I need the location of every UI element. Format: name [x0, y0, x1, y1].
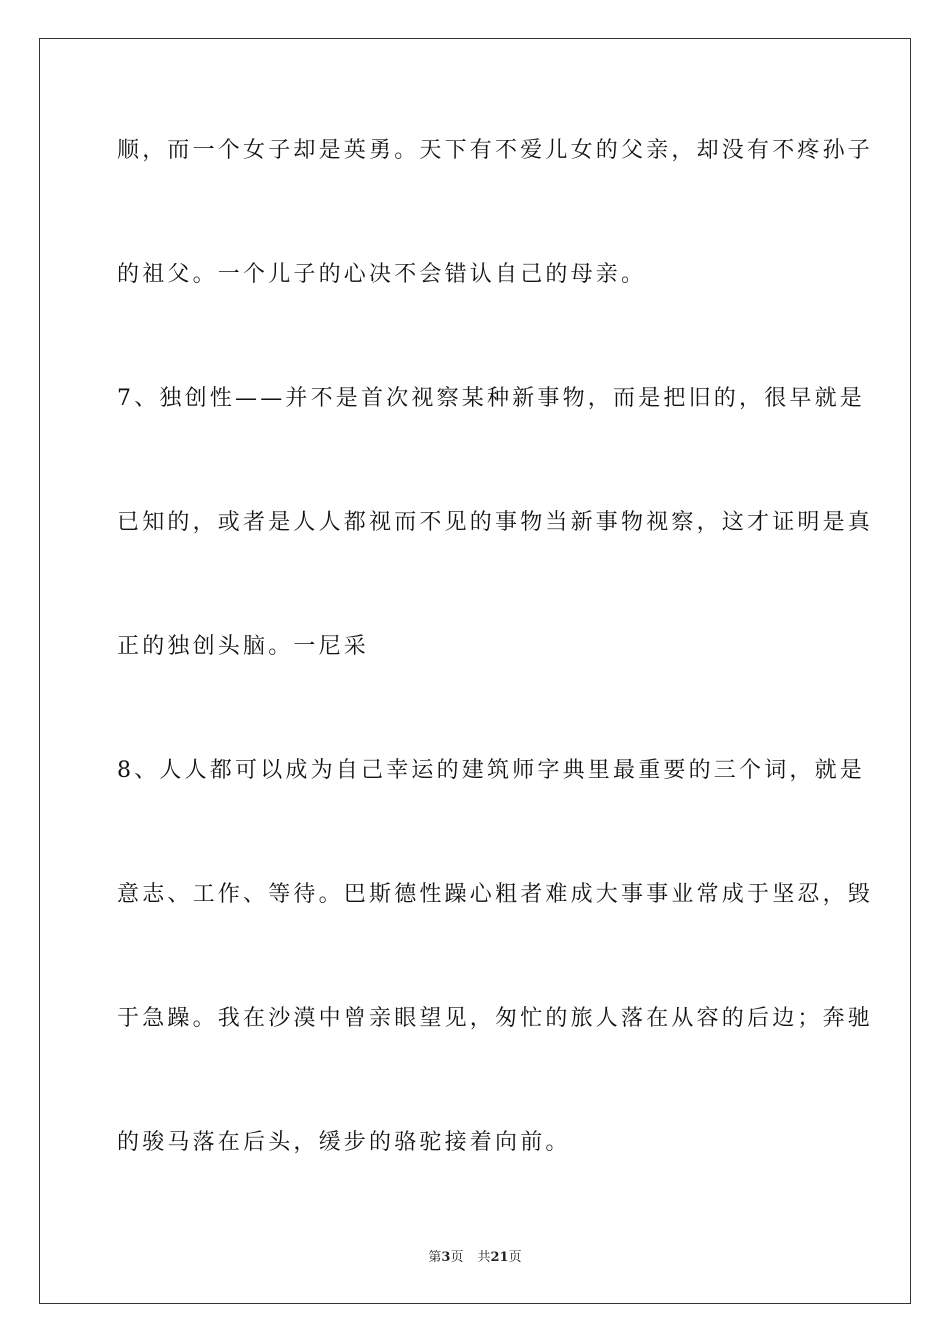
page-prefix: 第	[428, 1250, 442, 1265]
page-border	[39, 38, 911, 1304]
body-text-line: 顺，而一个女子却是英勇。天下有不爱儿女的父亲，却没有不疼孙子	[117, 138, 874, 163]
total-prefix: 共	[477, 1250, 491, 1265]
total-pages: 21	[490, 1250, 509, 1265]
body-text-line: 已知的，或者是人人都视而不见的事物当新事物视察，这才证明是真	[117, 510, 874, 535]
body-text-line: 的骏马落在后头，缓步的骆驼接着向前。	[117, 1130, 571, 1155]
page-number: 3	[441, 1250, 451, 1265]
body-text-line: 于急躁。我在沙漠中曾亲眼望见，匆忙的旅人落在从容的后边；奔驰	[117, 1006, 874, 1031]
body-text-line: 意志、工作、等待。巴斯德性躁心粗者难成大事事业常成于坚忍，毁	[117, 882, 874, 907]
body-text-line: 8、人人都可以成为自己幸运的建筑师字典里最重要的三个词，就是	[117, 758, 865, 783]
body-text-line: 的祖父。一个儿子的心决不会错认自己的母亲。	[117, 262, 647, 287]
body-text-line: 7、独创性——并不是首次视察某种新事物，而是把旧的，很早就是	[117, 386, 865, 411]
total-suffix: 页	[508, 1250, 522, 1265]
page-suffix: 页	[450, 1250, 464, 1265]
body-text-line: 正的独创头脑。一尼采	[117, 634, 370, 659]
page-footer	[0, 1246, 950, 1265]
